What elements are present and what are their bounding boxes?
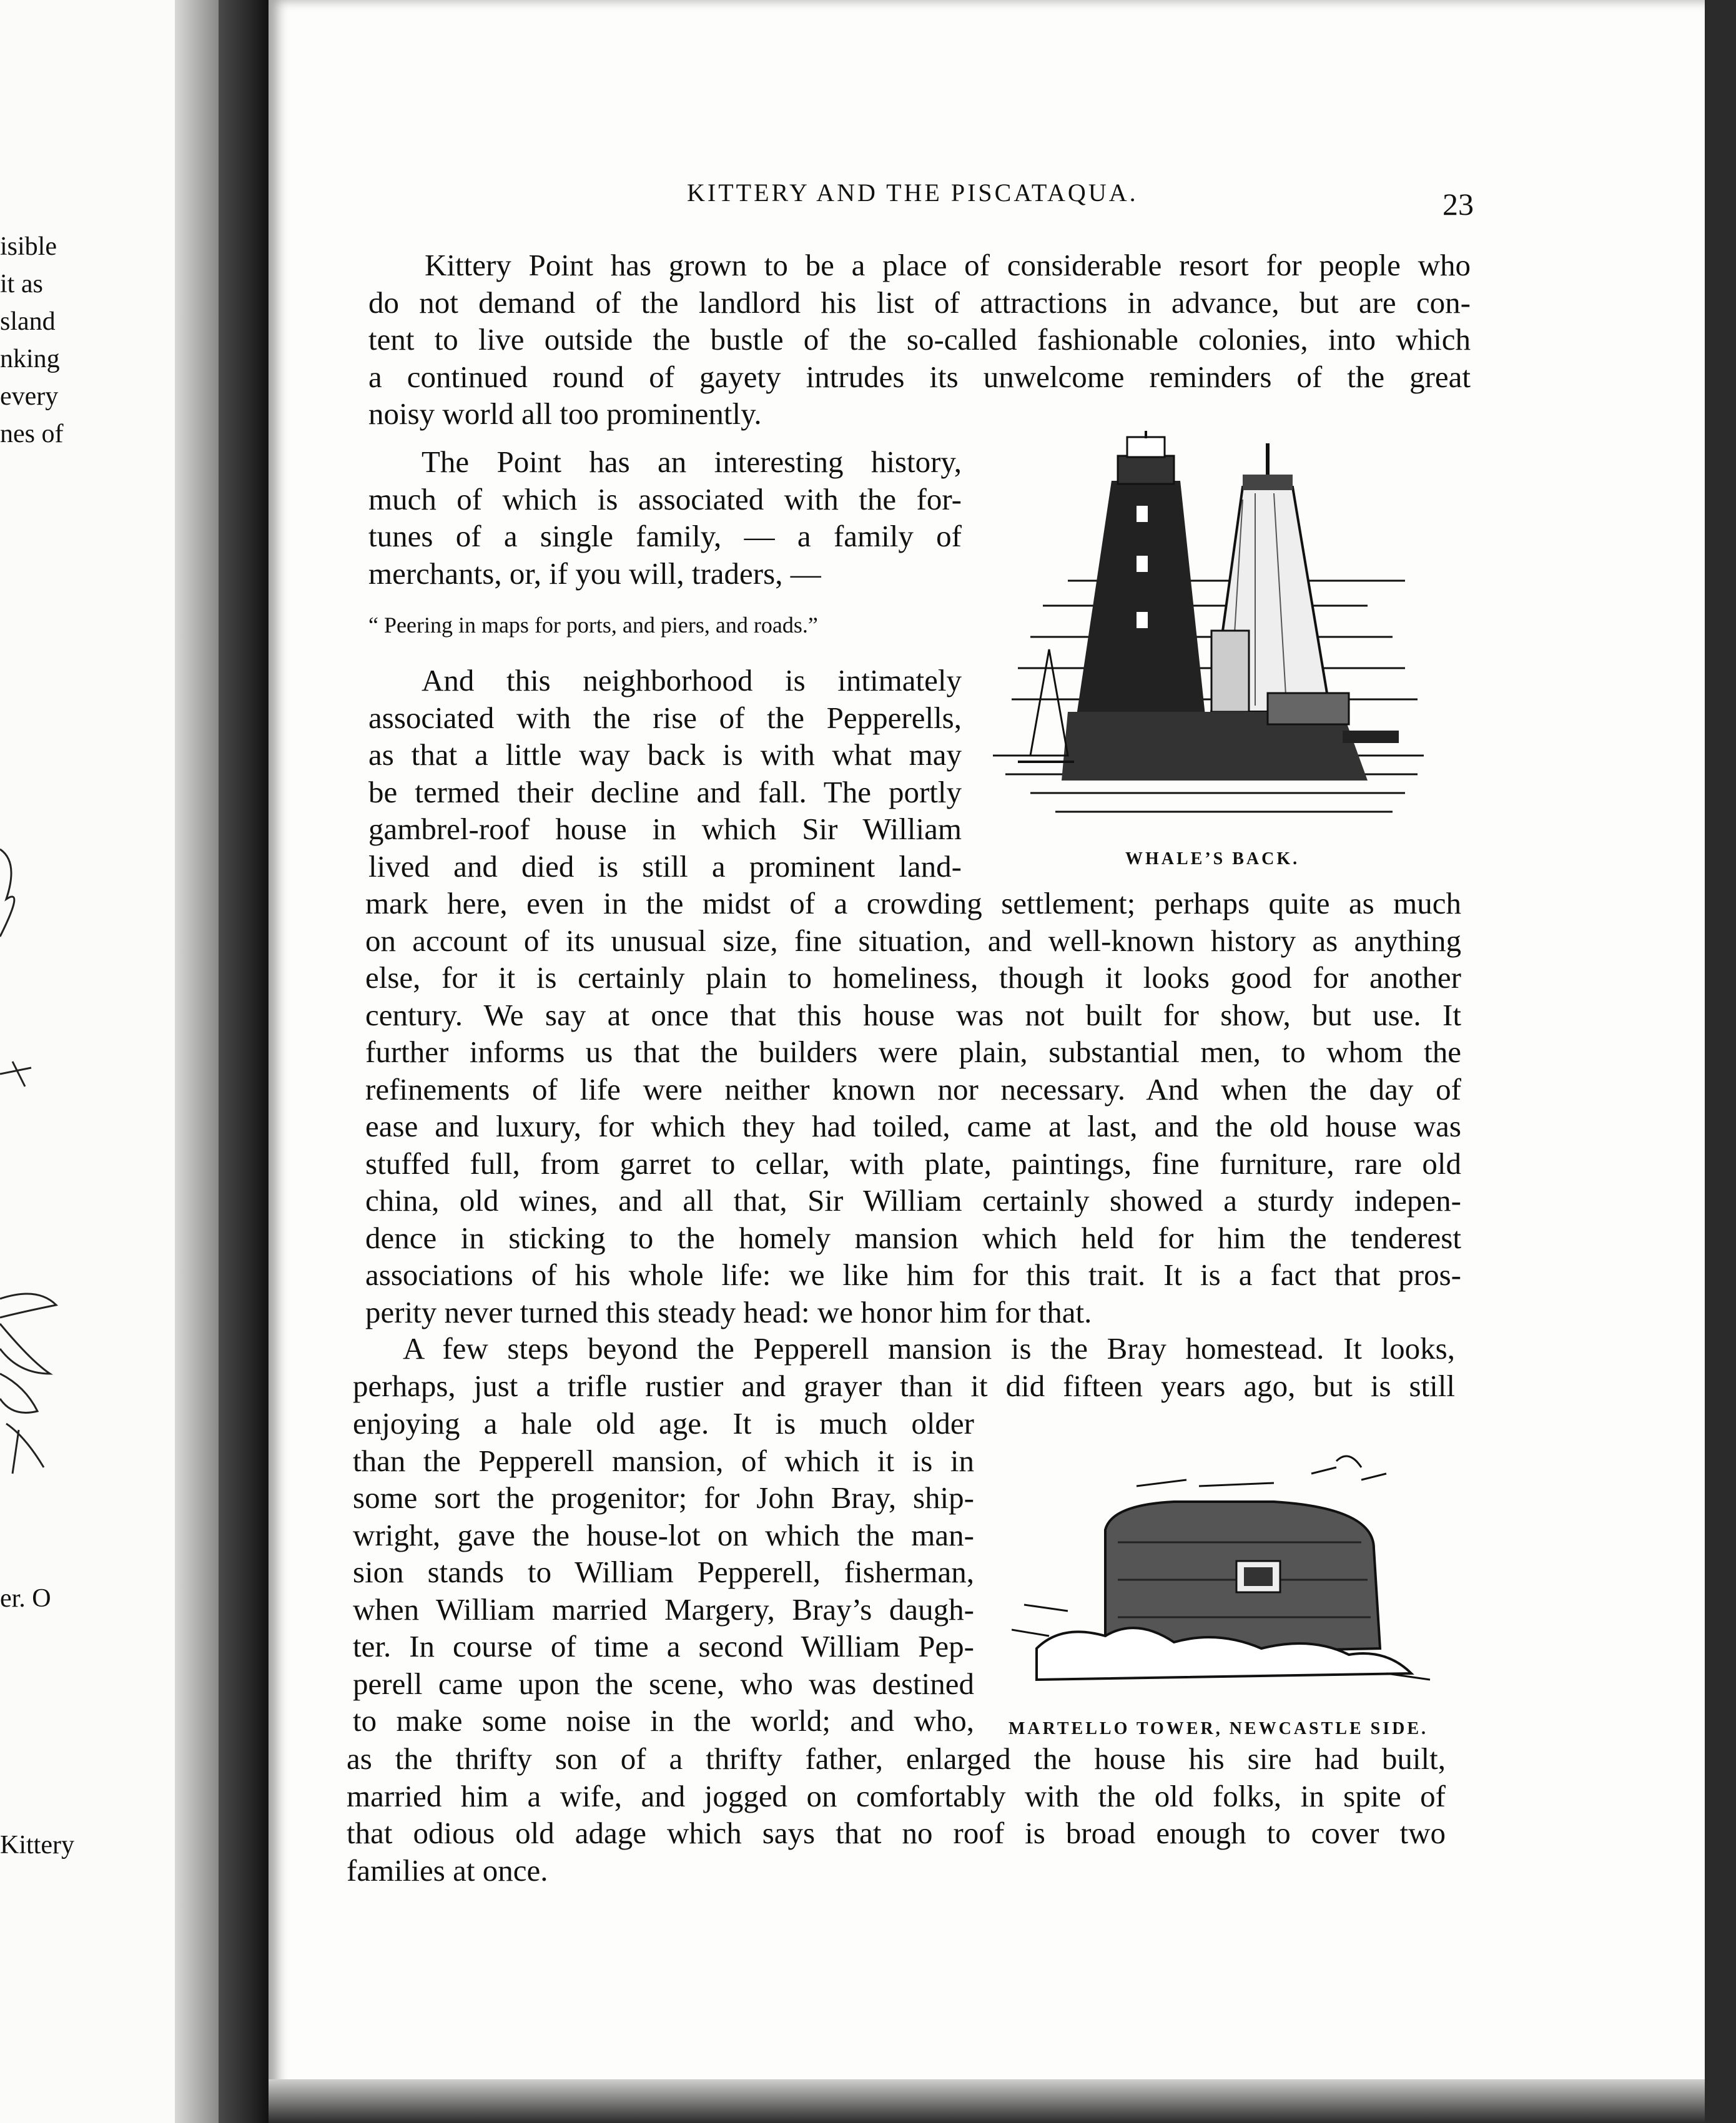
paragraph-bray: [353, 1330, 1455, 1404]
whales-back-lighthouse-illustration: [993, 431, 1430, 837]
text-line: as that a little way back is with what may: [368, 737, 962, 772]
text-line: ter. In course of time a second William Pep-: [353, 1629, 974, 1663]
page-bottom-edge: [269, 2079, 1705, 2123]
lighthouse-caption: WHALE’S BACK.: [1125, 849, 1300, 869]
right-page-edge: [1705, 0, 1736, 2123]
text-line: to make some noise in the world; and who,: [353, 1703, 974, 1738]
running-header: KITTERY AND THE PISCATAQUA.: [687, 179, 1138, 207]
text-line: perity never turned this steady head: we honor him for that.: [365, 1294, 1092, 1329]
left-fragment: er. O: [0, 1584, 51, 1613]
paragraph-intro: [368, 247, 1471, 433]
page-number: 23: [1443, 187, 1474, 222]
text-line: ease and luxury, for which they had toiled, came at last, and the old house was: [365, 1109, 1461, 1143]
text-line: A few steps beyond the Pepperell mansion is the Bray homestead. It looks,: [403, 1331, 1455, 1366]
text-line: be termed their decline and fall. The portly: [368, 774, 962, 809]
text-line: noisy world all too prominently.: [368, 397, 762, 431]
text-line: Kittery Point has grown to be a place of considerable resort for people who: [425, 248, 1471, 282]
text-line: as the thrifty son of a thrifty father, enlarged the house his sire had built,: [347, 1741, 1446, 1776]
text-line: some sort the progenitor; for John Bray, ship-: [353, 1480, 974, 1515]
text-line: lived and died is still a prominent land-: [368, 849, 962, 884]
text-line: that odious old adage which says that no roof is broad enough to cover two: [347, 1816, 1446, 1850]
text-line: The Point has an interesting history,: [422, 445, 962, 479]
left-fragment: sland: [0, 307, 56, 336]
left-page-gutter-shadow: [175, 0, 219, 2123]
text-line: tent to live outside the bustle of the so-called fashionable colonies, into which: [368, 322, 1471, 357]
left-fragment: nes of: [0, 420, 64, 448]
text-line: enjoying a hale old age. It is much older: [353, 1406, 974, 1441]
text-line: china, old wines, and all that, Sir William certainly showed a sturdy indepen-: [365, 1183, 1461, 1218]
paragraph-pepperells: [368, 662, 962, 885]
text-line: mark here, even in the midst of a crowding settlement; perhaps quite as much: [365, 886, 1461, 920]
paragraph-history: [368, 443, 962, 592]
text-line: tunes of a single family, — a family of: [368, 519, 962, 553]
martello-tower-illustration: [1012, 1449, 1436, 1698]
text-line: much of which is associated with the for-: [368, 481, 962, 516]
left-fragment: Kittery: [0, 1831, 74, 1859]
paragraph-pepperells-continued: [365, 885, 1461, 1331]
text-line: families at once.: [347, 1853, 548, 1888]
left-fragment: it as: [0, 270, 43, 298]
text-line: wright, gave the house-lot on which the man-: [353, 1517, 974, 1552]
left-fragment: every: [0, 382, 59, 411]
text-line: do not demand of the landlord his list of attractions in advance, but are con-: [368, 285, 1471, 320]
text-line: when William married Margery, Bray’s daugh-: [353, 1592, 974, 1627]
text-line: merchants, or, if you will, traders, —: [368, 556, 821, 591]
paragraph-bray-narrow: [353, 1405, 974, 1740]
left-fragment: isible: [0, 232, 57, 261]
text-line: else, for it is certainly plain to homeliness, though it looks good for another: [365, 960, 1461, 995]
paragraph-bray-end: [347, 1740, 1446, 1889]
left-fragment: nking: [0, 345, 60, 373]
text-line: century. We say at once that this house was not built for show, but use. It: [365, 997, 1461, 1032]
text-line: on account of its unusual size, fine situation, and well-known history as anything: [365, 923, 1461, 958]
text-line: sion stands to William Pepperell, fisherman,: [353, 1555, 974, 1589]
text-line: gambrel-roof house in which Sir William: [368, 812, 962, 846]
botanical-sketch-illustration: [0, 812, 75, 1499]
text-line: a continued round of gayety intrudes its unwelcome reminders of the great: [368, 359, 1471, 394]
text-line: perhaps, just a trifle rustier and grayer than it did fifteen years ago, but is still: [353, 1368, 1455, 1403]
martello-tower-caption: MARTELLO TOWER, NEWCASTLE SIDE.: [1009, 1719, 1429, 1738]
text-line: And this neighborhood is intimately: [422, 663, 962, 697]
text-line: stuffed full, from garret to cellar, with plate, paintings, fine furniture, rare old: [365, 1146, 1461, 1181]
text-line: refinements of life were neither known nor necessary. And when the day of: [365, 1071, 1461, 1106]
poetry-quote: “ Peering in maps for ports, and piers, and roads.”: [368, 613, 818, 638]
text-line: associations of his whole life: we like him for this trait. It is a fact that pros-: [365, 1258, 1461, 1292]
text-line: further informs us that the builders were plain, substantial men, to whom the: [365, 1035, 1461, 1069]
book-spine: [219, 0, 269, 2123]
text-line: perell came upon the scene, who was destined: [353, 1666, 974, 1701]
text-line: than the Pepperell mansion, of which it is in: [353, 1443, 974, 1478]
text-line: dence in sticking to the homely mansion which held for him the tenderest: [365, 1220, 1461, 1255]
text-line: associated with the rise of the Pepperells,: [368, 700, 962, 735]
left-facing-page: [0, 0, 219, 2123]
text-line: married him a wife, and jogged on comfortably with the old folks, in spite of: [347, 1778, 1446, 1813]
